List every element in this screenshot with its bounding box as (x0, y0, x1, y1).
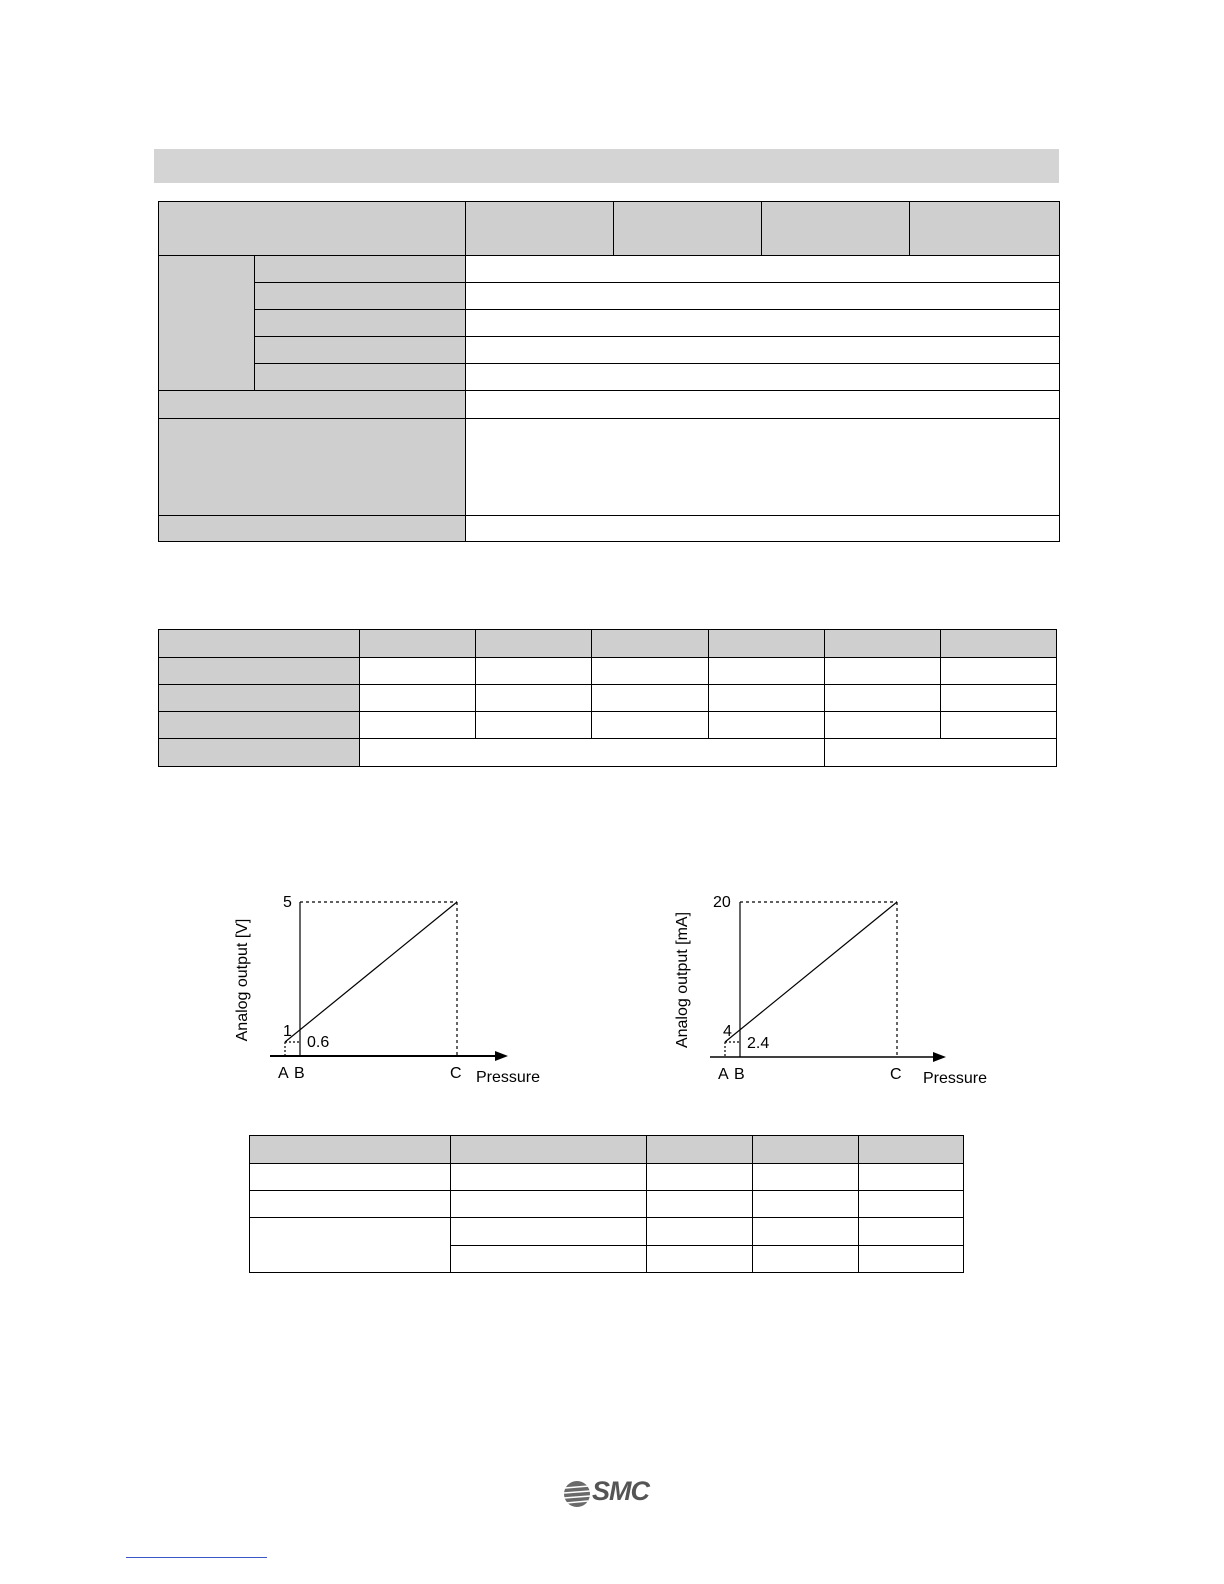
value-cell (360, 658, 476, 685)
value-cell (753, 1218, 859, 1246)
table-row (159, 364, 1060, 391)
value-cell (592, 658, 709, 685)
table-row (159, 419, 1060, 516)
table-row (159, 658, 1057, 685)
value-cell (647, 1218, 753, 1246)
table-row (159, 283, 1060, 310)
header-cell (159, 630, 360, 658)
x-axis-arrow-icon (495, 1051, 508, 1061)
y-axis-label: Analog output [mA] (674, 911, 691, 1049)
value-cell (941, 658, 1057, 685)
value-cell (825, 658, 941, 685)
table-row (250, 1136, 964, 1164)
value-cell (250, 1191, 451, 1218)
value-cell (647, 1191, 753, 1218)
value-cell (466, 419, 1060, 516)
header-cell (753, 1136, 859, 1164)
row-label-cell (159, 739, 360, 767)
table-row (159, 256, 1060, 283)
table-row (159, 391, 1060, 419)
header-cell (859, 1136, 964, 1164)
value-cell (647, 1164, 753, 1191)
value-cell (466, 337, 1060, 364)
y-low-label: 4 (723, 1023, 732, 1040)
value-cell (451, 1164, 647, 1191)
footer-link-underline (126, 1557, 267, 1558)
x-a-label: A (718, 1066, 729, 1083)
value-cell (941, 685, 1057, 712)
header-cell (159, 202, 466, 256)
y-low-label: 1 (283, 1023, 292, 1040)
specification-table (158, 201, 1060, 542)
header-cell (910, 202, 1060, 256)
value-cell (476, 712, 592, 739)
header-cell (592, 630, 709, 658)
row-label-cell (159, 516, 466, 542)
header-cell (709, 630, 825, 658)
row-label-cell (255, 256, 466, 283)
value-cell (476, 658, 592, 685)
row-label-cell (255, 283, 466, 310)
header-cell (614, 202, 762, 256)
value-cell (709, 685, 825, 712)
header-cell (825, 630, 941, 658)
header-cell (647, 1136, 753, 1164)
table-row (159, 630, 1057, 658)
value-cell (647, 1246, 753, 1273)
value-cell (250, 1164, 451, 1191)
section-title-bar (154, 149, 1059, 183)
value-cell (709, 712, 825, 739)
value-cell (825, 712, 941, 739)
value-cell (825, 685, 941, 712)
row-label-cell (159, 419, 466, 516)
value-cell (466, 256, 1060, 283)
value-cell (753, 1191, 859, 1218)
x-axis-label: Pressure (923, 1070, 988, 1087)
row-label-cell (255, 364, 466, 391)
row-label-cell (255, 337, 466, 364)
y-top-label: 5 (283, 894, 292, 911)
value-cell (592, 685, 709, 712)
header-cell (466, 202, 614, 256)
header-cell (451, 1136, 647, 1164)
offset-label: 0.6 (307, 1034, 330, 1051)
value-cell (360, 685, 476, 712)
x-a-label: A (278, 1065, 289, 1082)
x-axis-label: Pressure (476, 1069, 541, 1086)
table-row (159, 712, 1057, 739)
header-cell (476, 630, 592, 658)
value-cell (466, 283, 1060, 310)
row-label-cell (159, 658, 360, 685)
value-cell (360, 739, 825, 767)
x-b-label: B (734, 1066, 745, 1083)
y-top-label: 20 (713, 894, 731, 911)
value-cell (592, 712, 709, 739)
value-cell (466, 516, 1060, 542)
value-cell (360, 712, 476, 739)
x-b-label: B (294, 1065, 305, 1082)
row-label-cell (159, 391, 466, 419)
smc-logo-text: SMC (592, 1476, 649, 1506)
offset-label: 2.4 (747, 1035, 770, 1052)
output-line (725, 902, 897, 1042)
output-values-table (249, 1135, 964, 1273)
value-cell (451, 1191, 647, 1218)
table-row (159, 739, 1057, 767)
header-cell (360, 630, 476, 658)
table-row (250, 1164, 964, 1191)
table-row (159, 516, 1060, 542)
table-row (250, 1191, 964, 1218)
header-cell (250, 1136, 451, 1164)
value-cell (859, 1191, 964, 1218)
value-cell (466, 364, 1060, 391)
value-cell (753, 1246, 859, 1273)
value-cell (466, 391, 1060, 419)
row-label-cell (159, 712, 360, 739)
group-label-cell (159, 256, 255, 391)
table-row (159, 310, 1060, 337)
value-cell (451, 1246, 647, 1273)
voltage-output-graph (220, 885, 560, 1095)
row-label-cell (159, 685, 360, 712)
value-cell (753, 1164, 859, 1191)
table-row (159, 685, 1057, 712)
header-cell (762, 202, 910, 256)
pressure-range-table (158, 629, 1057, 767)
current-output-graph (660, 885, 1005, 1095)
output-line (285, 902, 457, 1042)
value-cell (825, 739, 1057, 767)
y-axis-label: Analog output [V] (234, 918, 251, 1042)
x-axis-arrow-icon (933, 1052, 946, 1062)
table-row (159, 202, 1060, 256)
x-c-label: C (890, 1066, 902, 1083)
value-cell (859, 1218, 964, 1246)
value-cell (941, 712, 1057, 739)
value-cell (859, 1164, 964, 1191)
row-label-cell (255, 310, 466, 337)
x-c-label: C (450, 1065, 462, 1082)
value-cell (859, 1246, 964, 1273)
value-cell (709, 658, 825, 685)
value-cell (250, 1218, 451, 1273)
table-row (250, 1218, 964, 1246)
table-row (159, 337, 1060, 364)
header-cell (941, 630, 1057, 658)
value-cell (451, 1218, 647, 1246)
value-cell (476, 685, 592, 712)
value-cell (466, 310, 1060, 337)
